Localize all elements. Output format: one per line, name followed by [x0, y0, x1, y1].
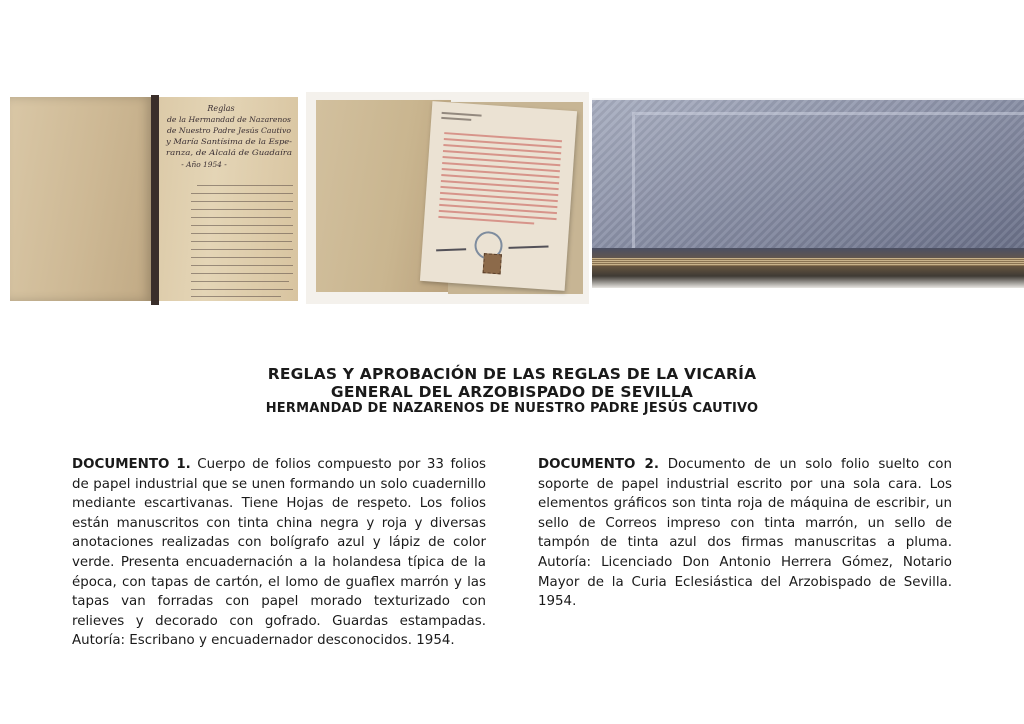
document-2-label: DOCUMENTO 2. [538, 457, 659, 472]
book-edge [592, 248, 1024, 288]
embossed-cover-photo [592, 98, 1024, 288]
notebook-right-page [159, 97, 298, 301]
notebook-left-cover [10, 97, 153, 301]
hw-title-line-1: Reglas [207, 104, 235, 113]
signature-2 [436, 248, 466, 251]
notebook-spine [151, 95, 159, 305]
hw-title-line-4: y María Santísima de la Espe- [164, 137, 293, 146]
hw-title-line-2: de la Hermandad de Nazarenos [167, 115, 292, 124]
heading-line-1: REGLAS Y APROBACIÓN DE LAS REGLAS DE LA VICARÍA [267, 365, 757, 383]
document-2-text: Documento de un solo folio suelto con soporte de papel industrial escrito por una sola cara. Los elementos gráficos son tinta roja de máquina de escribir, un sello de Correos impreso con tinta marrón, un sello de tampón de tinta azul dos firmas manuscritas a pluma. Autoría: Licenciado Don Antonio Herrera Gómez, Notario Mayor de la Curia Eclesiástica del Arzobispado de Sevilla. 1954. [538, 457, 952, 610]
document-2-description [538, 455, 952, 612]
document-1-label: DOCUMENTO 1. [72, 457, 191, 472]
typed-document-photo [306, 92, 589, 304]
heading-line-3: HERMANDAD DE NAZARENOS DE NUESTRO PADRE JESÚS CAUTIVO [265, 401, 759, 416]
handwritten-notebook-photo [10, 95, 298, 305]
signature-1 [508, 246, 548, 249]
typed-sheet [420, 101, 577, 291]
postage-stamp [483, 253, 502, 274]
handwritten-title [159, 97, 298, 177]
document-1-text: Cuerpo de folios compuesto por 33 folios de papel industrial que se unen formando un solo cuadernillo mediante escartivanas. Tiene Hojas de respeto. Los folios están manuscritos con tinta china negra y roja y diversas anotaciones realizadas con bolígrafo azul y lápiz de color verde. Presenta encuadernación a la holandesa típica de la época, con tapas de cartón, el lomo de guaflex marrón y las tapas van forradas con papel morado texturizado con relieves y decorado con gofrado. Guardas estampadas. Autoría: Escribano y encuadernador desconocidos. 1954. [72, 457, 486, 649]
document-1-description [72, 455, 486, 651]
hw-title-line-3: de Nuestro Padre Jesús Cautivo [167, 126, 292, 135]
heading-line-2: GENERAL DEL ARZOBISPADO DE SEVILLA [330, 383, 694, 401]
embossed-frame [632, 112, 1024, 255]
hw-title-line-5: ranza, de Alcalá de Guadaíra [166, 148, 292, 157]
page-block [592, 258, 1024, 266]
hw-title-line-6: - Año 1954 - [181, 160, 227, 169]
